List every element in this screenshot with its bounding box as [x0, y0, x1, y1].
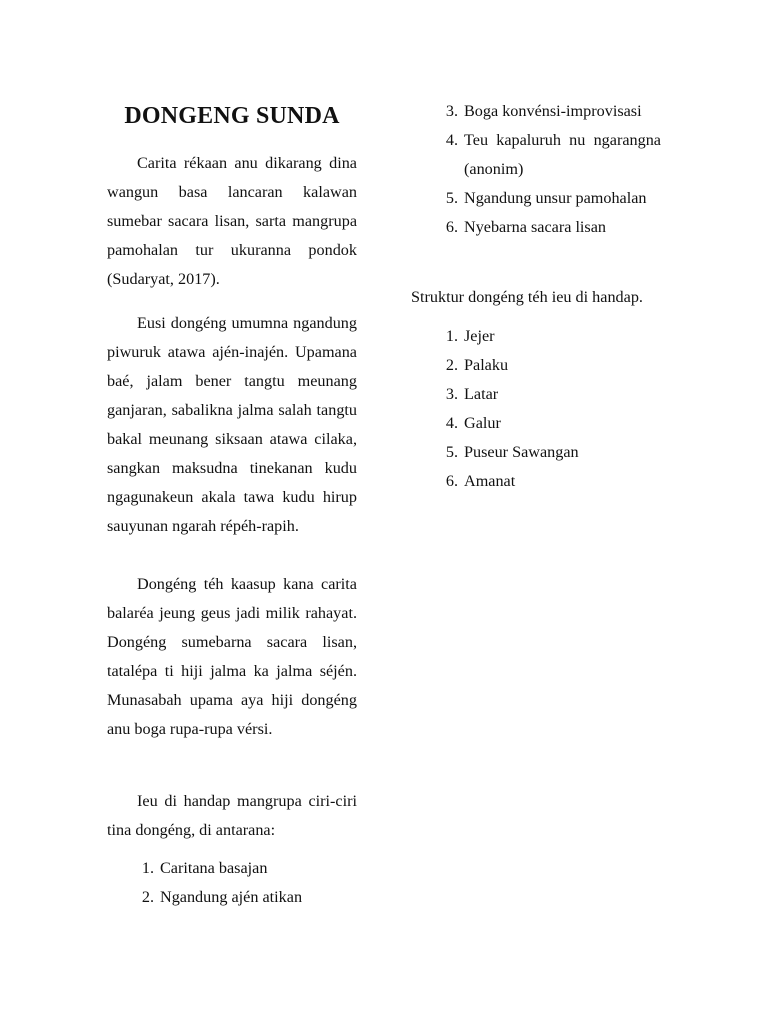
list-item	[411, 351, 661, 380]
list-item	[411, 467, 661, 496]
list-text: Ngandung unsur pamohalan	[464, 189, 647, 207]
paragraph-content: Eusi dongéng umumna ngandung piwuruk atawa ajén-inajén. Upamana baé, jalam bener tangtu meunang ganjaran, sabalikna jalma salah tangtu bakal meunang siksaan atawa cilaka, sangkan maksudna tinekanan kudu ngagunakeun akala tawa kudu hirup sauyunan ngarah répéh-rapih.	[107, 314, 357, 535]
list-number: 5.	[445, 443, 458, 461]
paragraph-folklore: Dongéng téh kaasup kana carita balaréa jeung geus jadi milik rahayat. Dongéng sumebarna sacara lisan, tatalépa ti hiji jalma ka jalma séjén. Munasabah upama aya hiji dongéng anu boga rupa-rupa vérsi.	[107, 575, 357, 738]
list-item	[411, 322, 661, 351]
list-item	[411, 184, 661, 213]
list-item	[107, 854, 357, 883]
page-title: DONGENG SUNDA	[124, 103, 340, 129]
features-list-left	[107, 854, 357, 912]
list-number: 5.	[445, 189, 458, 207]
list-number: 2.	[445, 356, 458, 374]
list-text: Amanat	[464, 472, 516, 490]
list-text: Ngandung ajén atikan	[160, 888, 303, 906]
list-text: Boga konvénsi-improvisasi	[464, 102, 642, 120]
list-number: 6.	[445, 472, 458, 490]
list-text: Jejer	[464, 327, 495, 345]
list-number: 1.	[445, 327, 458, 345]
list-text: Galur	[464, 414, 501, 432]
list-number: 2.	[141, 888, 154, 906]
list-number: 3.	[445, 102, 458, 120]
list-text: Teu kapaluruh nu ngarangna (anonim)	[464, 131, 661, 178]
list-number: 1.	[141, 859, 154, 877]
list-item	[411, 409, 661, 438]
paragraph-definition: Carita rékaan anu dikarang dina wangun basa lancaran kalawan sumebar sacara lisan, sarta mangrupa pamohalan tur ukuranna pondok (Sudaryat, 2017).	[107, 154, 357, 288]
list-item	[107, 883, 357, 912]
list-number: 4.	[445, 414, 458, 432]
list-text: Palaku	[464, 356, 509, 374]
list-number: 4.	[445, 131, 458, 149]
list-item	[411, 126, 661, 184]
structure-intro: Struktur dongéng téh ieu di handap.	[411, 288, 643, 306]
structure-list	[411, 322, 661, 496]
list-item	[411, 438, 661, 467]
list-item	[411, 380, 661, 409]
list-item	[411, 97, 661, 126]
features-list-right	[411, 97, 661, 242]
list-number: 6.	[445, 218, 458, 236]
list-text: Caritana basajan	[160, 859, 268, 877]
list-item	[411, 213, 661, 242]
list-number: 3.	[445, 385, 458, 403]
list-text: Latar	[464, 385, 499, 403]
list-text: Nyebarna sacara lisan	[464, 218, 607, 236]
paragraph-features-intro: Ieu di handap mangrupa ciri-ciri tina dongéng, di antarana:	[107, 792, 357, 839]
list-text: Puseur Sawangan	[464, 443, 579, 461]
